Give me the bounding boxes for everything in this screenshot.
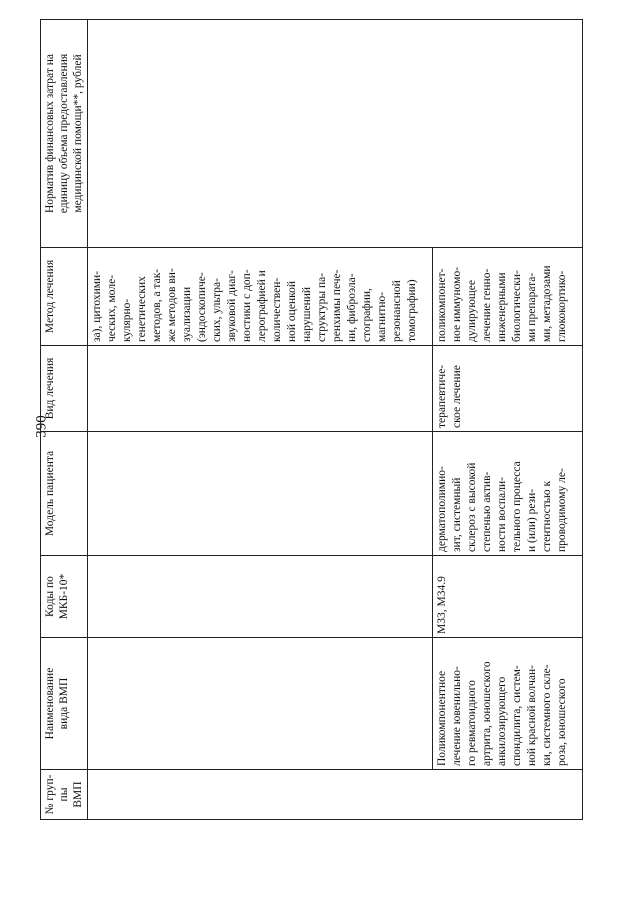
vmp-table xyxy=(40,19,583,820)
cell-model xyxy=(88,432,433,556)
cell-name: Поликомпонентное лечение ювенильно- го ревматоидного артрита, юношеского анкилозирующего спондилита, систем- ной красной волчан- ки, системного скле- роза, юношеского xyxy=(433,638,583,770)
cell-method: за), цитохими- ческих, моле- кулярно- генетических методов, а так- же методов ви- зуализации (эндоскопиче- ских, ультра- звуковой диаг- ностики с доп- лерографией и количествен- ной оценкой нарушений структуры па- ренхимы пече- ни, фиброэла- стографии, магнитно- резонансной томографии) xyxy=(88,248,433,346)
header-model: Модель пациента xyxy=(41,432,88,556)
rotated-page xyxy=(40,20,600,820)
cell-norm xyxy=(88,20,583,248)
cell-codes: M33, M34.9 xyxy=(433,556,583,638)
cell-model: дерматополимио- зит, системный склероз с высокой степенью актив- ности воспали- тельного процесса и (или) рези- стентностью к проводимому ле- xyxy=(433,432,583,556)
cell-codes xyxy=(88,556,433,638)
header-norm: Норматив финансовых затрат на единицу объема предоставления медицинской помощи**, рублей xyxy=(41,20,88,248)
header-codes: Коды по МКБ-10* xyxy=(41,556,88,638)
cell-name xyxy=(88,638,433,770)
page-number: 390 xyxy=(33,415,50,438)
header-row xyxy=(41,20,88,820)
table-row xyxy=(88,20,433,820)
header-name: Наименование вида ВМП xyxy=(41,638,88,770)
cell-treatment-type xyxy=(88,346,433,432)
cell-treatment-type: терапевтиче- ское лечение xyxy=(433,346,583,432)
header-group: № груп- пы ВМП xyxy=(41,770,88,820)
cell-group xyxy=(88,770,583,820)
header-treatment-type: Вид лечения xyxy=(41,346,88,432)
cell-method: поликомпонет- ное иммуномо- дулирующее лечение генно- инженерными биологически- ми препарата- ми, метадозами глюкокортико- xyxy=(433,248,583,346)
header-method: Метод лечения xyxy=(41,248,88,346)
